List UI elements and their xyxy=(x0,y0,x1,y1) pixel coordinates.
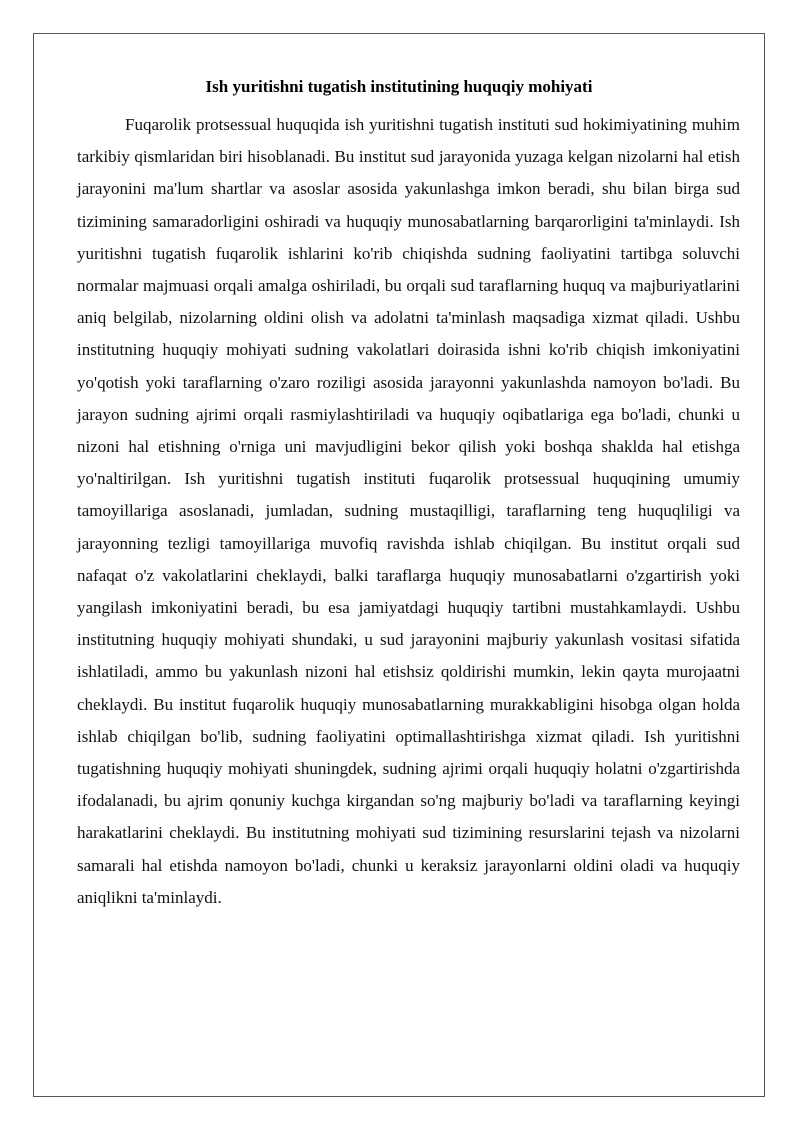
document-title: Ish yuritishni tugatish institutining huquqiy mohiyati xyxy=(205,77,593,96)
document-page xyxy=(33,33,765,1097)
body-paragraph: Fuqarolik protsessual huquqida ish yuritishni tugatish instituti sud hokimiyatining muhim tarkibiy qismlaridan biri hisoblanadi. Bu institut sud jarayonida yuzaga kelgan nizolarni hal etish jarayonini ma'lum shartlar va asoslar asosida yakunlashga imkon beradi, shu bilan birga sud tizimining samaradorligini oshiradi va huquqiy munosabatlarning barqarorligini ta'minlaydi. Ish yuritishni tugatish fuqarolik ishlarini ko'rib chiqishda sudning faoliyatini tartibga soluvchi normalar majmuasi orqali amalga oshiriladi, bu orqali sud taraflarning huquq va majburiyatlarini aniq belgilab, nizolarning oldini olish va adolatni ta'minlash maqsadiga xizmat qiladi. Ushbu institutning huquqiy mohiyati sudning vakolatlari doirasida ishni ko'rib chiqish imkoniyatini yo'qotish yoki taraflarning o'zaro roziligi asosida jarayonni yakunlashda namoyon bo'ladi. Bu jarayon sudning ajrimi orqali rasmiylashtiriladi va huquqiy oqibatlariga ega bo'ladi, chunki u nizoni hal etishning o'rniga uni mavjudligini bekor qilish yoki boshqa shaklda hal etishga yo'naltirilgan. Ish yuritishni tugatish instituti fuqarolik protsessual huquqining umumiy tamoyillariga asoslanadi, jumladan, sudning mustaqilligi, taraflarning teng huquqliligi va jarayonning tezligi tamoyillariga muvofiq ravishda ishlab chiqilgan. Bu institut orqali sud nafaqat o'z vakolatlarini cheklaydi, balki taraflarga huquqiy munosabatlarni o'zgartirish yoki yangilash imkoniyatini beradi, bu esa jamiyatdagi huquqiy tartibni mustahkamlaydi. Ushbu institutning huquqiy mohiyati shundaki, u sud jarayonini majburiy yakunlash vositasi sifatida ishlatiladi, ammo bu yakunlash nizoni hal etishsiz qoldirishi mumkin, lekin qayta murojaatni cheklaydi. Bu institut fuqarolik huquqiy munosabatlarning murakkabligini hisobga olgan holda ishlab chiqilgan bo'lib, sudning faoliyatini optimallashtirishga xizmat qiladi. Ish yuritishni tugatishning huquqiy mohiyati shuningdek, sudning ajrimi orqali huquqiy holatni o'zgartirishda ifodalanadi, bu ajrim qonuniy kuchga kirgandan so'ng majburiy bo'ladi va taraflarning keyingi harakatlarini cheklaydi. Bu institutning mohiyati sud tizimining resurslarini tejash va nizolarni samarali hal etishda namoyon bo'ladi, chunki u keraksiz jarayonlarni oldini oladi va huquqiy aniqlikni ta'minlaydi. xyxy=(77,115,740,907)
